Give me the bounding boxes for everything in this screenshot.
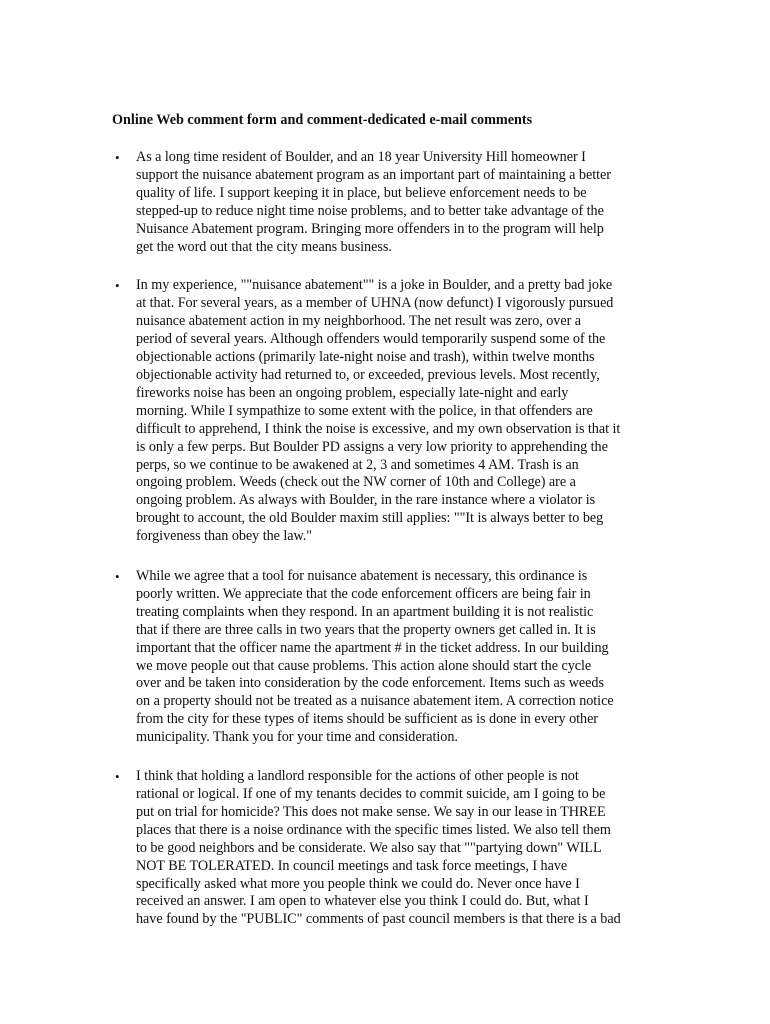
document-heading: Online Web comment form and comment-dedicated e-mail comments <box>112 112 533 128</box>
comment-item <box>0 149 770 256</box>
comment-text: While we agree that a tool for nuisance abatement is necessary, this ordinance is poorly written. We appreciate that the code enforcement officers are being fair in treating complaints when they respond. In an apartment building it is not realistic that if there are three calls in two years that the property owners get called in. It is important that the officer name the apartment # in the ticket address. In our building we move people out that cause problems. This action alone should start the cycle over and be taken into consideration by the code enforcement. Items such as weeds on a property should not be treated as a nuisance abatement item. A correction notice from the city for these types of items should be sufficient as is done in every other municipality. Thank you for your time and consideration. <box>136 568 614 746</box>
comment-item <box>0 768 770 929</box>
comment-item <box>0 277 770 546</box>
comment-text: As a long time resident of Boulder, and an 18 year University Hill homeowner I support the nuisance abatement program as an important part of maintaining a better quality of life. I support keeping it in place, but believe enforcement needs to be stepped-up to reduce night time noise problems, and to better take advantage of the Nuisance Abatement program. Bringing more offenders in to the program will help get the word out that the city means business. <box>136 149 611 255</box>
bullet-icon: • <box>115 569 120 585</box>
comment-list <box>0 149 770 951</box>
bullet-icon: • <box>115 278 120 294</box>
bullet-icon: • <box>115 150 120 165</box>
comment-text: I think that holding a landlord responsible for the actions of other people is not rational or logical. If one of my tenants decides to commit suicide, am I going to be put on trial for homicide? This does not make sense. We say in our lease in THREE places that there is a noise ordinance with the specific times listed. We also tell them to be good neighbors and be considerate. We also say that ""partying down" WILL NOT BE TOLERATED. In council meetings and task force meetings, I have specifically asked what more you people think we could do. Never once have I received an answer. I am open to whatever else you think I could do. But, what I have found by the "PUBLIC" comments of past council members is that there is a bad <box>136 768 621 928</box>
comment-text: In my experience, ""nuisance abatement"" is a joke in Boulder, and a pretty bad joke at that. For several years, as a member of UHNA (now defunct) I vigorously pursued nuisance abatement action in my neighborhood. The net result was zero, over a period of several years. Although offenders would temporarily suspend some of the objectionable actions (primarily late-night noise and trash), within twelve months objectionable activity had returned to, or exceeded, previous levels. Most recently, fireworks noise has been an ongoing problem, especially late-night and early morning. While I sympathize to some extent with the police, in that offenders are difficult to apprehend, I think the noise is excessive, and my own observation is that it is only a few perps. But Boulder PD assigns a very low priority to apprehending the perps, so we continue to be awakened at 2, 3 and sometimes 4 AM. Trash is an ongoing problem. Weeds (check out the NW corner of 10th and College) are a ongoing problem. As always with Boulder, in the rare instance where a violator is brought to account, the old Boulder maxim still applies: ""It is always better to beg forgiveness than obey the law." <box>136 277 621 545</box>
comment-item <box>0 568 770 747</box>
bullet-icon: • <box>115 769 120 785</box>
